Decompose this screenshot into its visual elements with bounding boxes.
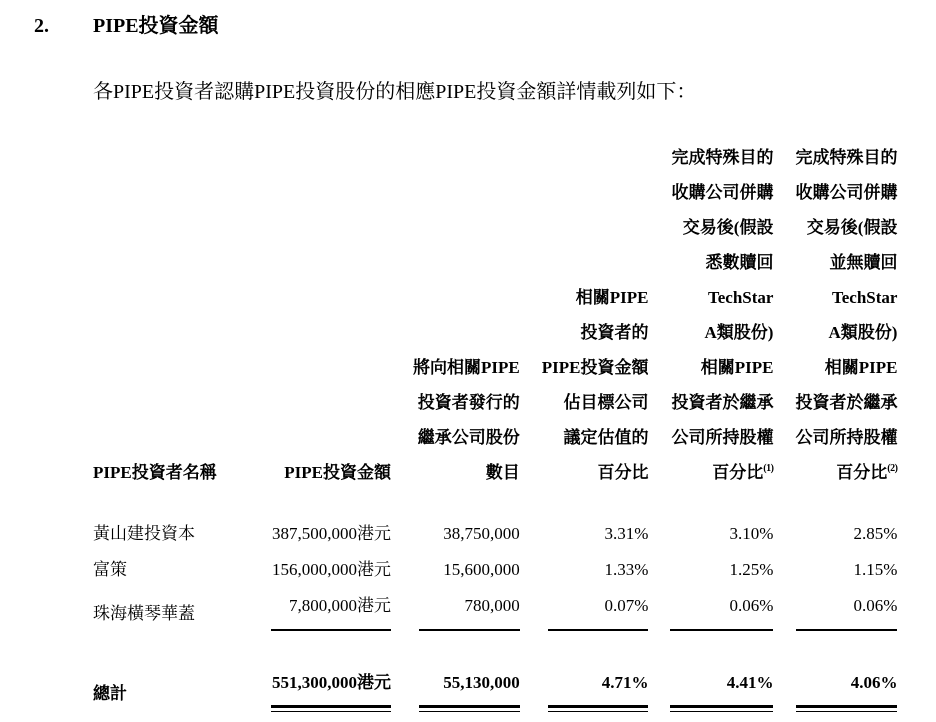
header-line: 投資者於繼承 [795,393,898,412]
header-line: 相關PIPE [824,358,898,377]
header-line: TechStar [707,288,774,307]
header-line-text: 百分比 [836,463,888,482]
table-row [93,490,897,552]
table-body [93,490,897,712]
header-line: 議定估值的 [563,428,649,447]
cell-pct-no-redemption: 2.85% [853,524,898,543]
header-line [670,455,773,490]
cell-value: 4.71% [601,673,649,692]
double-rule [419,705,520,712]
header-line: 將向相關PIPE [413,358,520,377]
cell-value: 780,000 [464,596,520,615]
cell-pct-of-valuation: 1.33% [604,560,649,579]
cell-investor-name: 富策 [93,560,127,579]
column-header-pct-of-valuation [542,140,649,490]
cell-investment-amount [251,588,391,632]
header-line: PIPE投資金額 [284,463,391,482]
column-header-successor-shares [413,140,520,490]
header-line: 投資者的 [580,323,649,342]
cell-successor-shares: 38,750,000 [443,524,520,543]
cell-successor-shares [413,588,520,632]
header-line: 百分比 [597,463,649,482]
cell-value: 55,130,000 [443,673,520,692]
cell-investor-name: 珠海橫琴華蓋 [93,604,195,623]
header-line: 交易後(假設 [806,218,898,237]
column-header-investment-amount [251,140,391,490]
header-line: 佔目標公司 [563,393,649,412]
cell-total-label: 總計 [93,684,127,703]
cell-pct-of-valuation [542,588,649,632]
header-line: 悉數贖回 [705,253,774,272]
cell-total-pct-of-valuation [542,632,649,712]
cell-value: 4.41% [726,673,774,692]
single-rule [271,629,391,631]
header-line: 相關PIPE [700,358,774,377]
header-line-text: 百分比 [712,463,764,482]
table-row [93,588,897,632]
cell-successor-shares: 15,600,000 [443,560,520,579]
header-line: A類股份) [704,323,774,342]
header-line: 並無贖回 [829,253,898,272]
cell-pct-full-redemption: 1.25% [729,560,774,579]
header-line: PIPE投資金額 [541,358,649,377]
column-header-investor-name [93,140,229,490]
intro-paragraph: 各PIPE投資者認購PIPE投資股份的相應PIPE投資金額詳情載列如下： [93,81,697,103]
header-line: TechStar [831,288,898,307]
single-rule [419,629,520,631]
header-line: 公司所持股權 [795,428,898,447]
total-row [93,632,897,712]
section-title: PIPE投資金額 [93,15,219,37]
table-header [93,140,897,490]
table-row [93,552,897,588]
cell-pct-no-redemption [795,588,897,632]
section-heading [0,0,936,39]
header-line: 完成特殊目的 [671,148,774,167]
double-rule [548,705,648,712]
pipe-investment-table [71,140,919,712]
single-rule [796,629,897,631]
header-line: 投資者於繼承 [671,393,774,412]
cell-pct-full-redemption [670,588,773,632]
single-rule [548,629,648,631]
cell-value: 0.06% [729,596,774,615]
cell-total-pct-full-redemption [670,632,773,712]
header-line: PIPE投資者名稱 [93,463,217,482]
header-line: 繼承公司股份 [417,428,520,447]
header-line: 數目 [485,463,520,482]
cell-value: 0.07% [604,596,649,615]
cell-total-pct-no-redemption [795,632,897,712]
cell-investment-amount: 387,500,000港元 [272,524,391,543]
cell-investment-amount: 156,000,000港元 [272,560,391,579]
cell-pct-of-valuation: 3.31% [604,524,649,543]
cell-value: 4.06% [850,673,898,692]
cell-pct-no-redemption: 1.15% [853,560,898,579]
footnote-marker-2: (2) [887,463,898,474]
header-line: 相關PIPE [575,288,649,307]
header-line: 投資者發行的 [417,393,520,412]
header-line: 完成特殊目的 [795,148,898,167]
cell-value: 7,800,000港元 [289,596,391,615]
cell-value: 0.06% [853,596,898,615]
double-rule [670,705,773,712]
cell-pct-full-redemption: 3.10% [729,524,774,543]
header-line: 收購公司併購 [795,183,898,202]
section-number: 2. [34,15,49,37]
double-rule [796,705,897,712]
cell-value: 551,300,000港元 [272,673,391,692]
column-header-pct-no-redemption [795,140,897,490]
double-rule [271,705,391,712]
header-line: 交易後(假設 [682,218,774,237]
cell-total-amount [251,632,391,712]
header-line: 公司所持股權 [671,428,774,447]
header-line: 收購公司併購 [671,183,774,202]
cell-total-shares [413,632,520,712]
header-line [795,455,897,490]
single-rule [670,629,773,631]
cell-investor-name: 黃山建投資本 [93,524,195,543]
header-line: A類股份) [828,323,898,342]
footnote-marker-1: (1) [763,463,774,474]
column-header-pct-full-redemption [670,140,773,490]
